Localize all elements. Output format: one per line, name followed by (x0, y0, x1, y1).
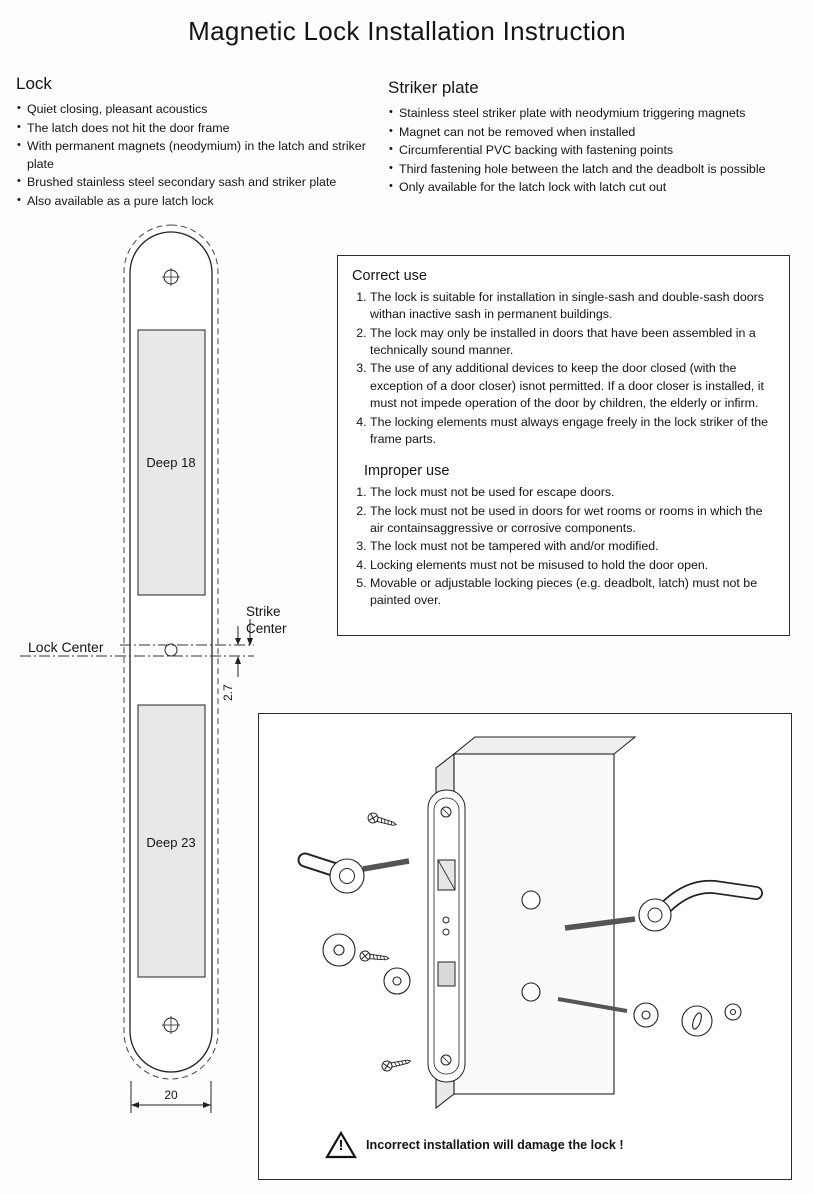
mounting-screw (381, 1056, 411, 1072)
usage-item: 4. Locking elements must not be misused to hold the door open. (370, 557, 775, 574)
correct-use-list (352, 289, 775, 448)
bullet-item: • Also available as a pure latch lock (16, 193, 374, 211)
svg-text:Strike: Strike (246, 604, 281, 619)
usage-item: 3. The use of any additional devices to keep the door closed (with the exception of a door closer) isnot permitted. If a door closer is installed, it must not impede operation of the door by children, the elderly or infirm. (370, 360, 775, 412)
lock-center-label: Lock Center (28, 639, 104, 655)
offset-dimension (221, 626, 241, 701)
warning-note (325, 1131, 624, 1159)
cylinder-hole (522, 983, 540, 1001)
striker-heading: Striker plate (388, 78, 479, 97)
deadbolt-cutout (438, 962, 455, 986)
strike-center-label (246, 604, 287, 646)
width-dimension (131, 1081, 211, 1113)
warning-text: Incorrect installation will damage the lock ! (366, 1138, 624, 1152)
bullet-item: • Third fastening hole between the latch and the deadbolt is possible (388, 161, 812, 179)
lock-heading: Lock (16, 74, 52, 93)
mounting-screw (367, 812, 398, 830)
striker-plate-section (388, 78, 812, 198)
striker-bullet-list (388, 105, 812, 197)
warning-exclamation: ! (338, 1137, 344, 1154)
deep23-label: Deep 23 (146, 835, 196, 850)
exploded-view-box (258, 713, 792, 1180)
usage-item: 1. The lock must not be used for escape doors. (370, 484, 775, 501)
usage-item: 5. Movable or adjustable locking pieces (e.g. deadbolt, latch) must not be painted over. (370, 575, 775, 610)
deep18-label: Deep 18 (146, 455, 196, 470)
improper-use-heading: Improper use (364, 463, 450, 480)
mounting-screw (360, 951, 390, 964)
bullet-item: • Only available for the latch lock with latch cut out (388, 179, 812, 197)
mortise-faceplate (428, 790, 465, 1082)
lock-section (16, 74, 374, 212)
bullet-item: • The latch does not hit the door frame (16, 120, 374, 138)
improper-use-list (352, 484, 775, 610)
svg-text:Center: Center (246, 621, 287, 636)
left-lever-handle (305, 859, 409, 893)
bullet-item: • Brushed stainless steel secondary sash and striker plate (16, 174, 374, 192)
bullet-item: • Stainless steel striker plate with neodymium triggering magnets (388, 105, 812, 123)
left-escutcheons (323, 934, 410, 994)
usage-item: 4. The locking elements must always engage freely in the lock striker of the frame parts. (370, 414, 775, 449)
bullet-item: • Quiet closing, pleasant acoustics (16, 101, 374, 119)
correct-use-heading: Correct use (352, 268, 427, 284)
exploded-view-diagram (259, 714, 790, 1178)
strike-hole (165, 644, 177, 656)
bullet-item: • Circumferential PVC backing with fastening points (388, 142, 812, 160)
page-title: Magnetic Lock Installation Instruction (188, 16, 626, 46)
bullet-item: • With permanent magnets (neodymium) in the latch and striker plate (16, 138, 374, 173)
spindle-bar (363, 861, 409, 869)
usage-rules-box (337, 255, 790, 636)
lock-bullet-list (16, 101, 374, 211)
usage-item: 1. The lock is suitable for installation in single-sash and double-sash doors withan inactive sash in permanent buildings. (370, 289, 775, 324)
spindle-hole (522, 891, 540, 909)
offset-dim-label: 2.7 (221, 684, 235, 701)
faceplate-technical-drawing (0, 215, 300, 1130)
width-dim-label: 20 (164, 1088, 178, 1102)
warning-icon (325, 1131, 357, 1159)
usage-item: 2. The lock must not be used in doors for wet rooms or rooms in which the air containsaggressive or corrosive components. (370, 503, 775, 538)
usage-item: 2. The lock may only be installed in doors that have been assembled in a technically sound manner. (370, 325, 775, 360)
bullet-item: • Magnet can not be removed when installed (388, 124, 812, 142)
usage-item: 3. The lock must not be tampered with and/or modified. (370, 538, 775, 555)
